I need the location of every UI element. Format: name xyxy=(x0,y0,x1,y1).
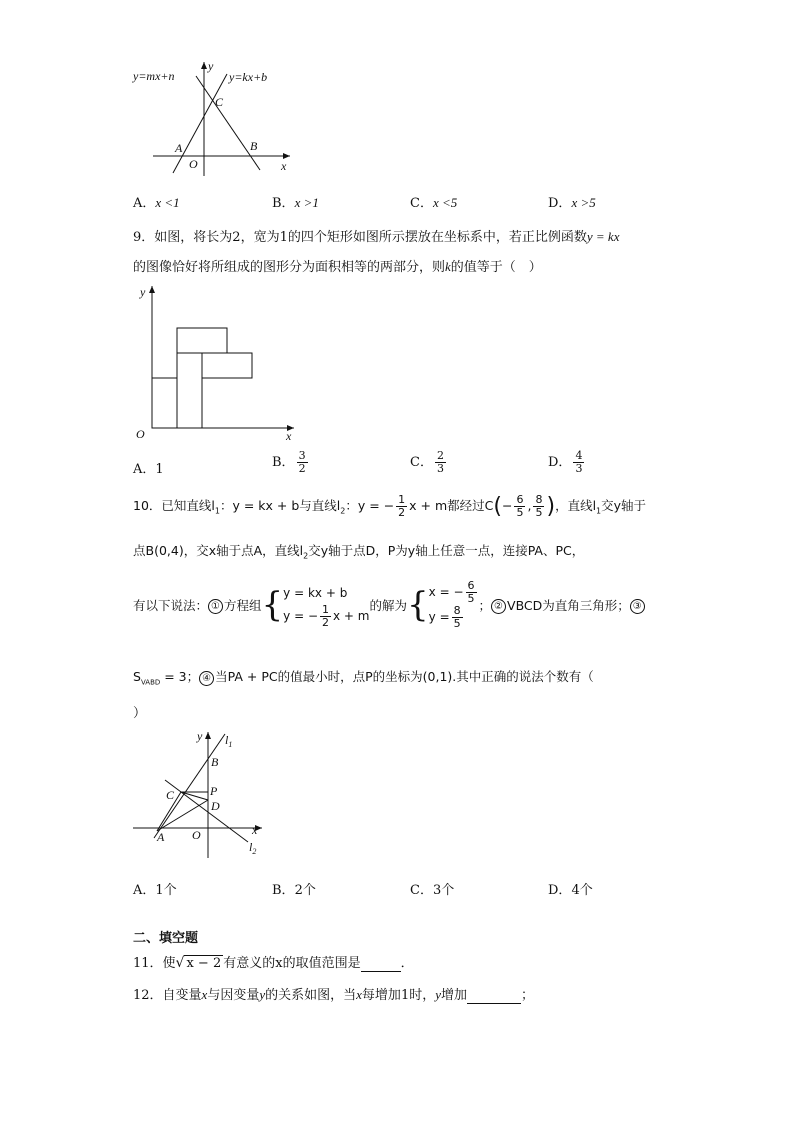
q9-option-d[interactable]: D． $\frac{4}{3}$ xyxy=(548,449,583,475)
q9-stem-line2: 的图像恰好将所组成的图形分为面积相等的两部分，则k的值等于（ ） xyxy=(133,259,542,275)
origin-label: O xyxy=(192,828,201,842)
q10-stem-line5: ） xyxy=(133,706,147,721)
q8-option-d[interactable] xyxy=(548,192,596,211)
figure-rectangles xyxy=(132,282,302,444)
q10-stem-line3: 有以下说法： ① 方程组{ y = kx + b y = − $\frac{1}{2}$ x + m 的解为{ x = − $\frac{6}{5}$ y = $\frac{8}{5}$ ； ② VBCD为直角三角形； ③ xyxy=(133,580,646,630)
point-p-label: P xyxy=(210,784,218,798)
option-text: x <1 xyxy=(155,195,180,210)
q8-option-c[interactable] xyxy=(410,192,457,211)
q9-option-b[interactable]: B． $\frac{3}{2}$ xyxy=(272,449,306,475)
q12-stem: 12．自变量x与因变量y的关系如图，当x每增加1时，y增加 ； xyxy=(133,987,535,1003)
q10-option-c[interactable]: C．3个 xyxy=(410,883,455,898)
point-a-label: A xyxy=(157,830,165,844)
option-text: x <5 xyxy=(432,195,458,210)
origin-label: O xyxy=(136,427,145,441)
axis-y-label: y xyxy=(140,285,146,299)
q10-option-a[interactable]: A．1个 xyxy=(133,883,177,898)
point-c-label: C xyxy=(166,788,175,802)
q11-stem: 11．使√ x − 2 有意义的x的取值范围是 ． xyxy=(133,955,414,971)
option-letter: C． xyxy=(410,196,433,211)
point-c-label: C xyxy=(215,95,224,109)
option-text: x >1 xyxy=(294,195,319,210)
axis-y-label: y xyxy=(197,729,203,743)
line-l1-label: $l_1$ xyxy=(225,733,233,749)
q10-option-b[interactable]: B．2个 xyxy=(272,883,316,898)
line-l2-label: $l_2$ xyxy=(249,840,257,856)
figure-lines-l1-l2 xyxy=(130,728,270,860)
q9-stem-line1: 9．如图，将长为2，宽为1的四个矩形如图所示摆放在坐标系中，若正比例函数y = kx xyxy=(133,229,620,245)
q11-answer-blank[interactable] xyxy=(361,956,401,972)
origin-label: O xyxy=(189,157,198,171)
q8-option-a[interactable] xyxy=(133,192,180,211)
section-title: 二、填空题 xyxy=(133,931,199,946)
option-letter: A． xyxy=(133,196,156,211)
figure-two-lines xyxy=(128,58,298,178)
q9-option-a[interactable]: A．1 xyxy=(133,462,164,477)
option-letter: B． xyxy=(272,196,295,211)
q10-stem-line1: 10．已知直线$l_1$：y = kx + b与直线$l_2$：y = − $\frac{1}{2}$ x + m都经过C(− $\frac{6}{5}$ , $\frac{8}{5}$ )，直线$l_1$交y轴于 xyxy=(133,493,647,519)
option-letter: D． xyxy=(548,196,572,211)
axis-x-label: x xyxy=(252,823,258,837)
label-y-kx-b: y=kx+b xyxy=(229,70,268,84)
q12-answer-blank[interactable] xyxy=(467,988,521,1004)
axis-x-label: x xyxy=(281,159,287,173)
q8-option-b[interactable] xyxy=(272,192,319,211)
point-d-label: D xyxy=(211,799,220,813)
point-b-label: B xyxy=(211,755,219,769)
point-b-label: B xyxy=(250,139,258,153)
label-y-mx-n: y=mx+n xyxy=(133,69,175,83)
option-text: x >5 xyxy=(571,195,596,210)
axis-y-label: y xyxy=(208,59,214,73)
q10-option-d[interactable]: D．4个 xyxy=(548,883,593,898)
point-a-label: A xyxy=(175,141,183,155)
q10-stem-line4: $S_{VABD} = 3$； ④ 当PA + PC的值最小时，点P的坐标为(0,1).其中正确的说法个数有（ xyxy=(133,669,594,687)
axis-x-label: x xyxy=(286,429,292,443)
q10-stem-line2: 点B(0,4)，交x轴于点A，直线$l_2$交y轴于点D，P为y轴上任意一点，连接PA、PC， xyxy=(133,543,585,561)
q9-option-c[interactable]: C． $\frac{2}{3}$ xyxy=(410,449,444,475)
